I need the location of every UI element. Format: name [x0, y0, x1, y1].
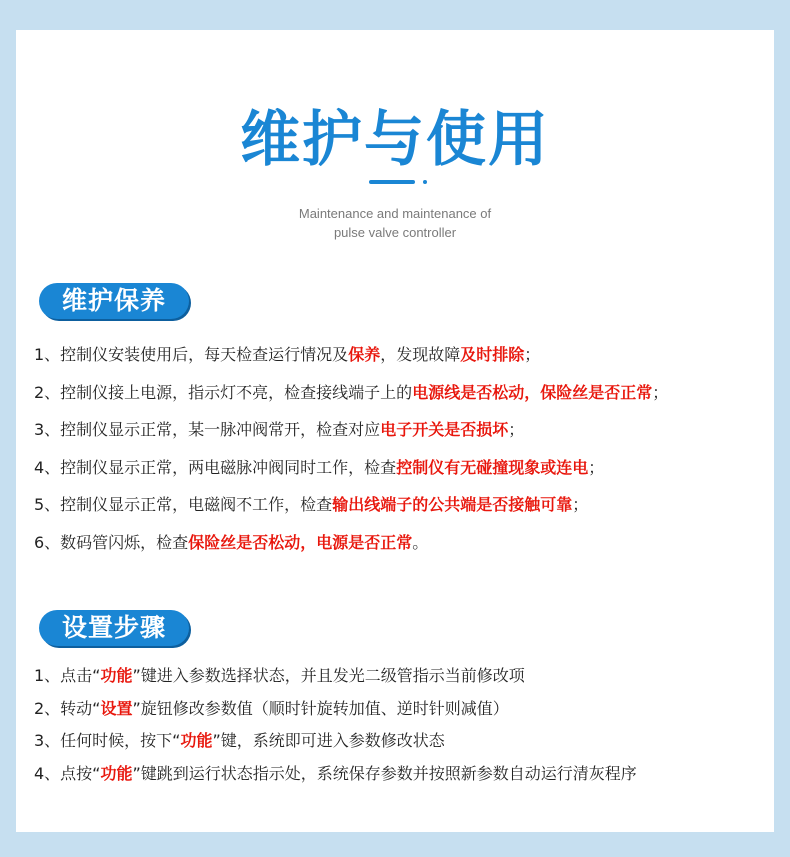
maintenance-item [34, 342, 764, 380]
item-text: 2、控制仪接上电源，指示灯不亮，检查接线端子上的 [34, 382, 413, 402]
highlight-text: 及时排除 [460, 345, 525, 364]
item-text: ； [524, 345, 541, 364]
highlight-text: 功能 [100, 763, 133, 783]
highlight-text: 电子开关是否损坏 [380, 420, 509, 439]
subtitle [16, 204, 774, 242]
highlight-text: 功能 [100, 666, 133, 685]
highlight-text: 功能 [180, 731, 213, 750]
item-text: 3、任何时候，按下“ [34, 731, 181, 750]
item-text: 2、转动“ [34, 698, 101, 718]
setup-list [34, 663, 764, 793]
divider-bar [369, 180, 415, 184]
setup-heading: 设置步骤 [39, 610, 189, 646]
setup-step [34, 696, 764, 729]
item-text: 3、控制仪显示正常，某一脉冲阀常开，检查对应 [34, 420, 381, 439]
item-text: 1、控制仪安装使用后，每天检查运行情况及 [34, 345, 349, 364]
title-divider [369, 180, 427, 184]
content-card [16, 30, 774, 832]
item-text: ”旋钮修改参数值（顺时针旋转加值、逆时针则减值） [132, 698, 509, 718]
setup-step [34, 761, 764, 794]
maintenance-heading: 维护保养 [39, 283, 189, 319]
highlight-text: 保养 [348, 345, 381, 364]
highlight-text: 输出线端子的公共端是否接触可靠 [332, 495, 573, 514]
item-text: 。 [412, 532, 429, 552]
divider-dot [423, 180, 427, 184]
highlight-text: 电源线是否松动，保险丝是否正常 [412, 382, 653, 402]
item-text: 4、点按“ [34, 763, 101, 783]
item-text: ； [572, 495, 589, 514]
highlight-text: 控制仪有无碰撞现象或连电 [396, 457, 589, 477]
item-text: 1、点击“ [34, 666, 101, 685]
item-text: ”键进入参数选择状态，并且发光二级管指示当前修改项 [132, 666, 525, 685]
highlight-text: 保险丝是否松动，电源是否正常 [188, 532, 413, 552]
item-text: 5、控制仪显示正常，电磁阀不工作，检查 [34, 495, 333, 514]
maintenance-item [34, 530, 764, 568]
item-text: 4、控制仪显示正常，两电磁脉冲阀同时工作，检查 [34, 457, 397, 477]
item-text: ”键，系统即可进入参数修改状态 [212, 731, 445, 750]
setup-step [34, 663, 764, 696]
maintenance-item [34, 492, 764, 530]
maintenance-item [34, 380, 764, 418]
highlight-text: 设置 [100, 698, 133, 718]
item-text: 6、数码管闪烁，检查 [34, 532, 189, 552]
item-text: ； [508, 420, 525, 439]
subtitle-line-2: pulse valve controller [333, 225, 457, 240]
maintenance-list [34, 342, 764, 567]
subtitle-line-1: Maintenance and maintenance of [298, 206, 492, 221]
item-text: ； [652, 382, 669, 402]
maintenance-item [34, 455, 764, 493]
setup-step [34, 728, 764, 761]
item-text: ”键跳到运行状态指示处，系统保存参数并按照新参数自动运行清灰程序 [132, 763, 637, 783]
item-text: ，发现故障 [380, 345, 461, 364]
maintenance-item [34, 417, 764, 455]
item-text: ； [588, 457, 605, 477]
page-title: 维护与使用 [240, 105, 550, 175]
